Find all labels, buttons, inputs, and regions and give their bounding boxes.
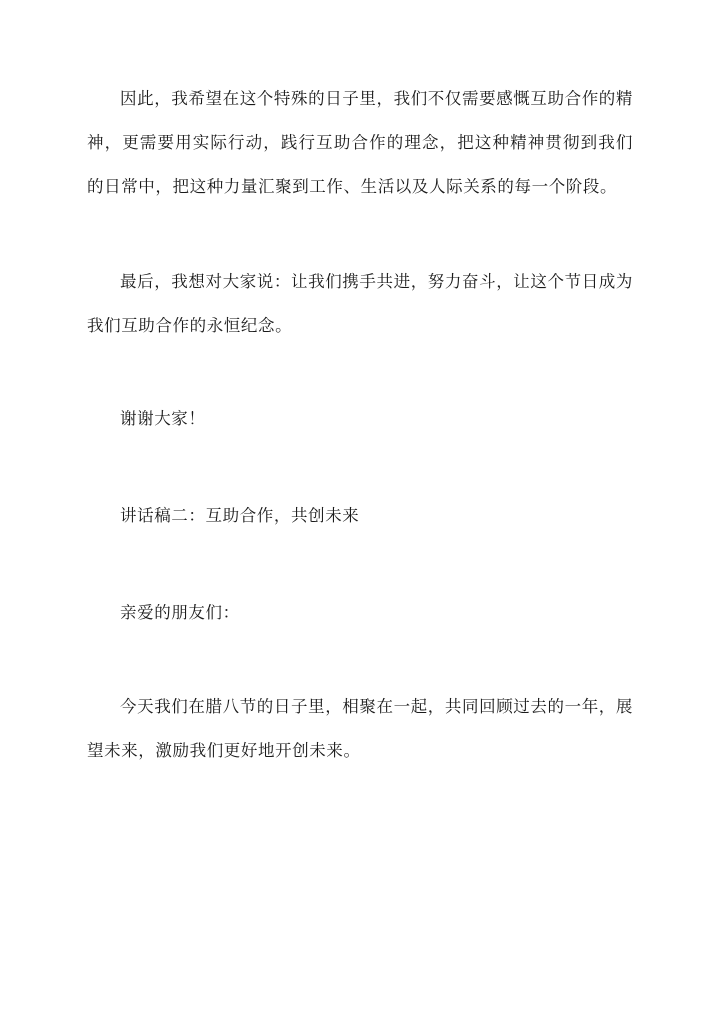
paragraph-laba-gathering: 今天我们在腊八节的日子里，相聚在一起，共同回顾过去的一年，展望未来，激励我们更好地开创未来。 xyxy=(87,697,633,760)
paragraph-thanks: 谢谢大家！ xyxy=(120,409,206,428)
paragraph-closing-remarks: 最后，我想对大家说：让我们携手共进，努力奋斗，让这个节日成为我们互助合作的永恒纪念。 xyxy=(87,272,633,335)
speech-two-heading: 讲话稿二：互助合作，共创未来 xyxy=(120,506,360,525)
salutation: 亲爱的朋友们： xyxy=(120,603,240,622)
paragraph-hope-mutual-aid: 因此，我希望在这个特殊的日子里，我们不仅需要感慨互助合作的精神，更需要用实际行动，践行互助合作的理念，把这种精神贯彻到我们的日常中，把这种力量汇聚到工作、生活以及人际关系的每一个阶段。 xyxy=(87,89,633,196)
